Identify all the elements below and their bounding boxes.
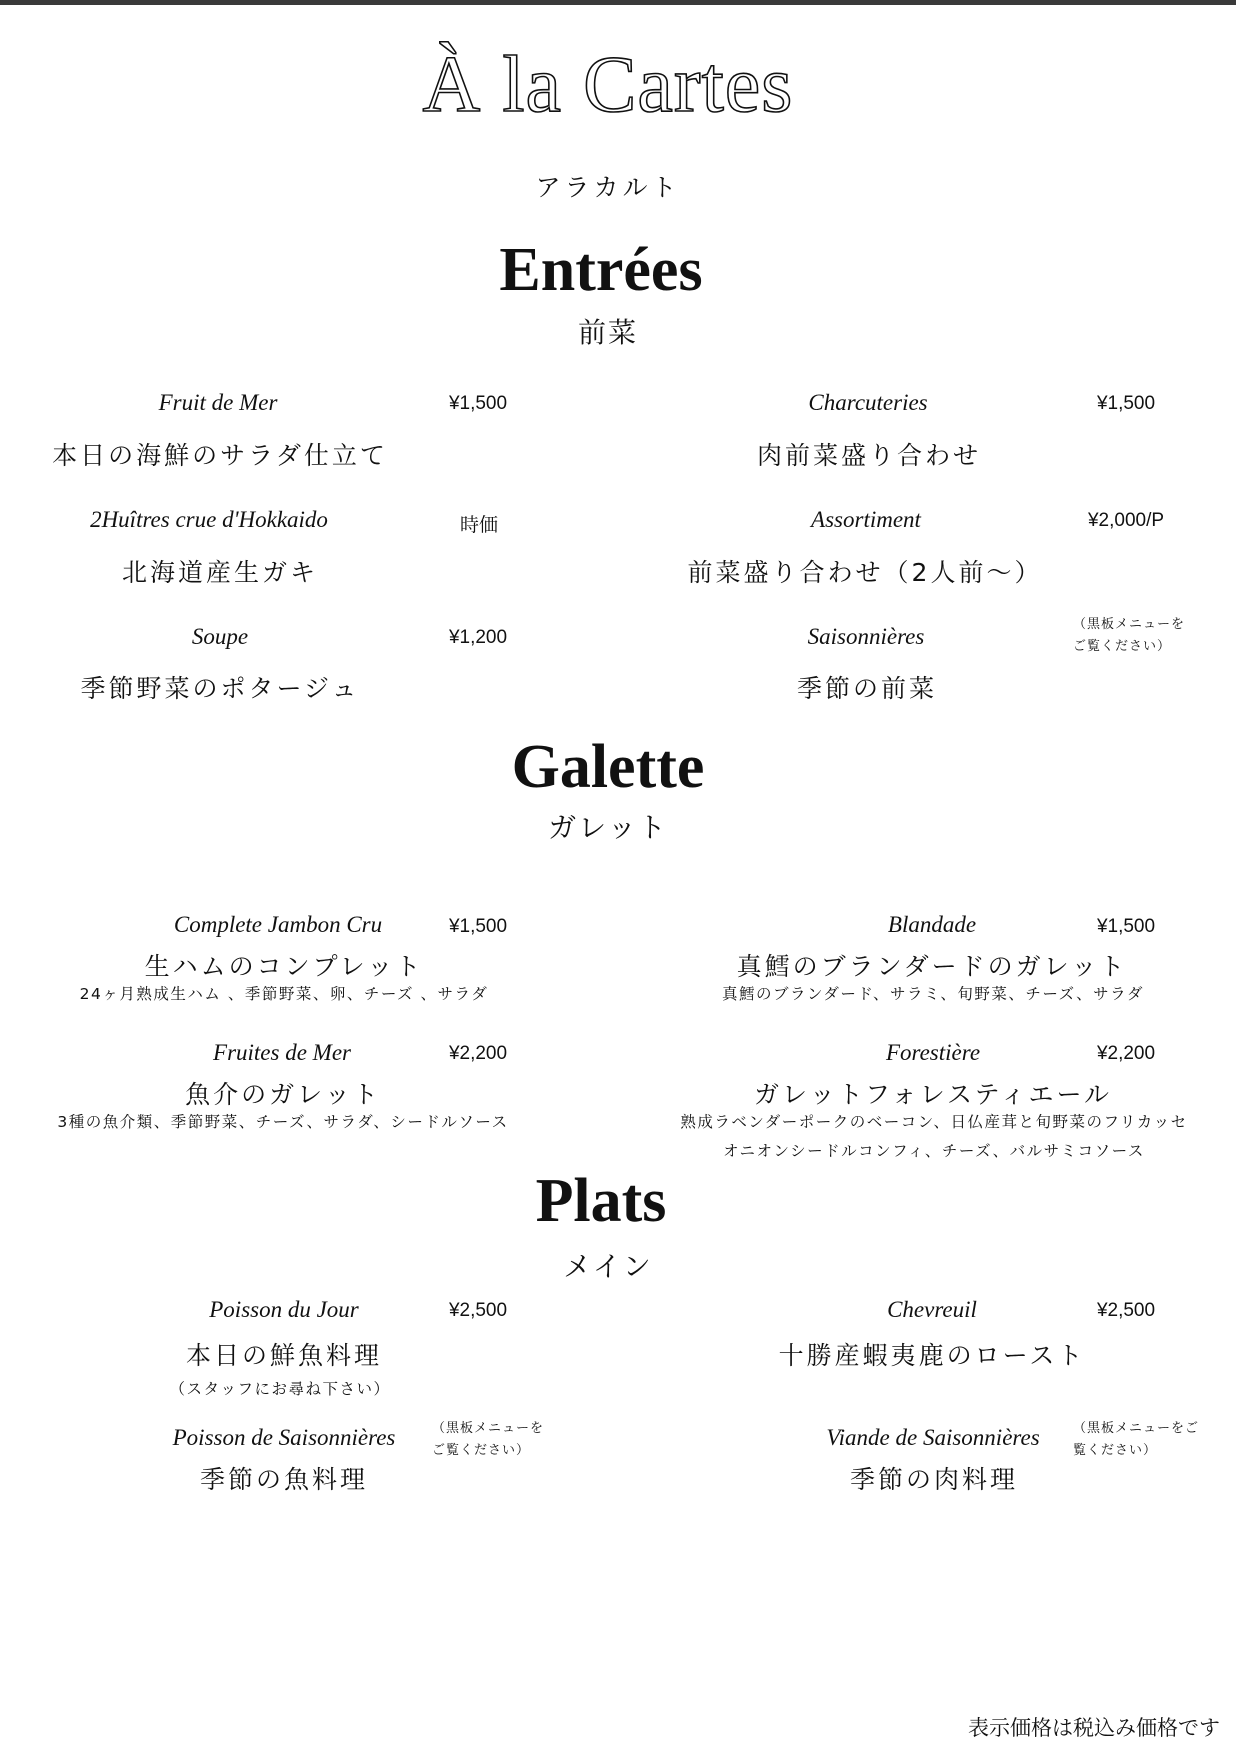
item-description: （スタッフにお尋ね下さい） bbox=[169, 1380, 391, 1398]
item-name-ja: 前菜盛り合わせ（2人前〜） bbox=[687, 558, 1043, 587]
item-name-fr: Fruites de Mer bbox=[213, 1040, 351, 1065]
item-note: （黒板メニューを ご覧ください） bbox=[432, 1421, 545, 1458]
item-name-ja: ガレットフォレスティエール bbox=[753, 1080, 1113, 1109]
item-name-ja: 季節野菜のポタージュ bbox=[80, 674, 360, 703]
item-description: 真鱈のブランダード、サラミ、旬野菜、チーズ、サラダ bbox=[722, 985, 1144, 1003]
section-title-entrees: Entrées bbox=[499, 236, 703, 304]
item-name-fr: Soupe bbox=[191, 624, 249, 649]
item-price: ¥2,500 bbox=[448, 1300, 508, 1321]
page-subtitle: アラカルト bbox=[535, 173, 681, 202]
item-description: 3種の魚介類、季節野菜、チーズ、サラダ、シードルソース bbox=[57, 1113, 509, 1131]
item-price: ¥1,500 bbox=[448, 393, 508, 414]
item-name-ja: 真鱈のブランダードのガレット bbox=[736, 952, 1128, 981]
item-note: （黒板メニューをご 覧ください） bbox=[1073, 1421, 1200, 1458]
item-name-fr: Assortiment bbox=[811, 507, 921, 532]
item-name-fr: Charcuteries bbox=[808, 390, 928, 415]
item-description-line2: オニオンシードルコンフィ、チーズ、バルサミコソース bbox=[723, 1142, 1145, 1160]
item-name-fr: Blandade bbox=[887, 912, 977, 937]
item-note: （黒板メニューを ご覧ください） bbox=[1073, 617, 1186, 654]
item-name-ja: 十勝産蝦夷鹿のロースト bbox=[778, 1341, 1086, 1370]
item-price: ¥2,200 bbox=[448, 1043, 508, 1064]
item-name-ja: 肉前菜盛り合わせ bbox=[756, 441, 982, 470]
item-price: ¥1,500 bbox=[1096, 916, 1156, 937]
item-price: ¥1,500 bbox=[1096, 393, 1156, 414]
item-name-fr: Fruit de Mer bbox=[158, 390, 278, 415]
top-border bbox=[0, 0, 1236, 5]
item-name-ja: 季節の魚料理 bbox=[199, 1465, 369, 1494]
section-title-plats: Plats bbox=[535, 1167, 667, 1235]
item-name-fr: Forestière bbox=[885, 1040, 981, 1065]
section-subtitle-entrees: 前菜 bbox=[577, 316, 639, 349]
item-name-fr: Poisson du Jour bbox=[209, 1297, 359, 1322]
item-name-ja: 北海道産生ガキ bbox=[121, 558, 319, 587]
item-price: ¥1,200 bbox=[448, 627, 508, 648]
item-name-ja: 季節の前菜 bbox=[796, 674, 938, 703]
page-title: À la Cartes bbox=[422, 41, 794, 129]
item-name-fr: Viande de Saisonnières bbox=[826, 1425, 1040, 1450]
section-title-galette: Galette bbox=[511, 733, 705, 801]
item-price: ¥2,200 bbox=[1096, 1043, 1156, 1064]
section-subtitle-plats: メイン bbox=[563, 1250, 653, 1283]
item-name-fr: Chevreuil bbox=[887, 1297, 977, 1322]
tax-note: 表示価格は税込み価格です bbox=[968, 1716, 1220, 1740]
item-name-ja: 季節の肉料理 bbox=[849, 1465, 1019, 1494]
item-price: ¥2,000/P bbox=[1087, 510, 1165, 531]
section-subtitle-galette: ガレット bbox=[548, 811, 668, 844]
item-name-ja: 魚介のガレット bbox=[185, 1080, 381, 1109]
item-description: 熟成ラベンダーポークのベーコン、日仏産茸と旬野菜のフリカッセ bbox=[680, 1113, 1188, 1131]
item-name-fr: Poisson de Saisonnières bbox=[172, 1425, 396, 1450]
item-description: 24ヶ月熟成生ハム 、季節野菜、卵、チーズ 、サラダ bbox=[79, 985, 489, 1003]
item-price: 時価 bbox=[459, 515, 499, 536]
item-name-ja: 本日の海鮮のサラダ仕立て bbox=[52, 441, 388, 470]
item-price: ¥2,500 bbox=[1096, 1300, 1156, 1321]
item-name-ja: 生ハムのコンプレット bbox=[144, 952, 424, 981]
item-name-fr: 2Huîtres crue d'Hokkaido bbox=[90, 507, 328, 532]
item-name-fr: Saisonnières bbox=[807, 624, 925, 649]
item-name-ja: 本日の鮮魚料理 bbox=[185, 1341, 383, 1370]
item-price: ¥1,500 bbox=[448, 916, 508, 937]
item-name-fr: Complete Jambon Cru bbox=[173, 912, 383, 937]
